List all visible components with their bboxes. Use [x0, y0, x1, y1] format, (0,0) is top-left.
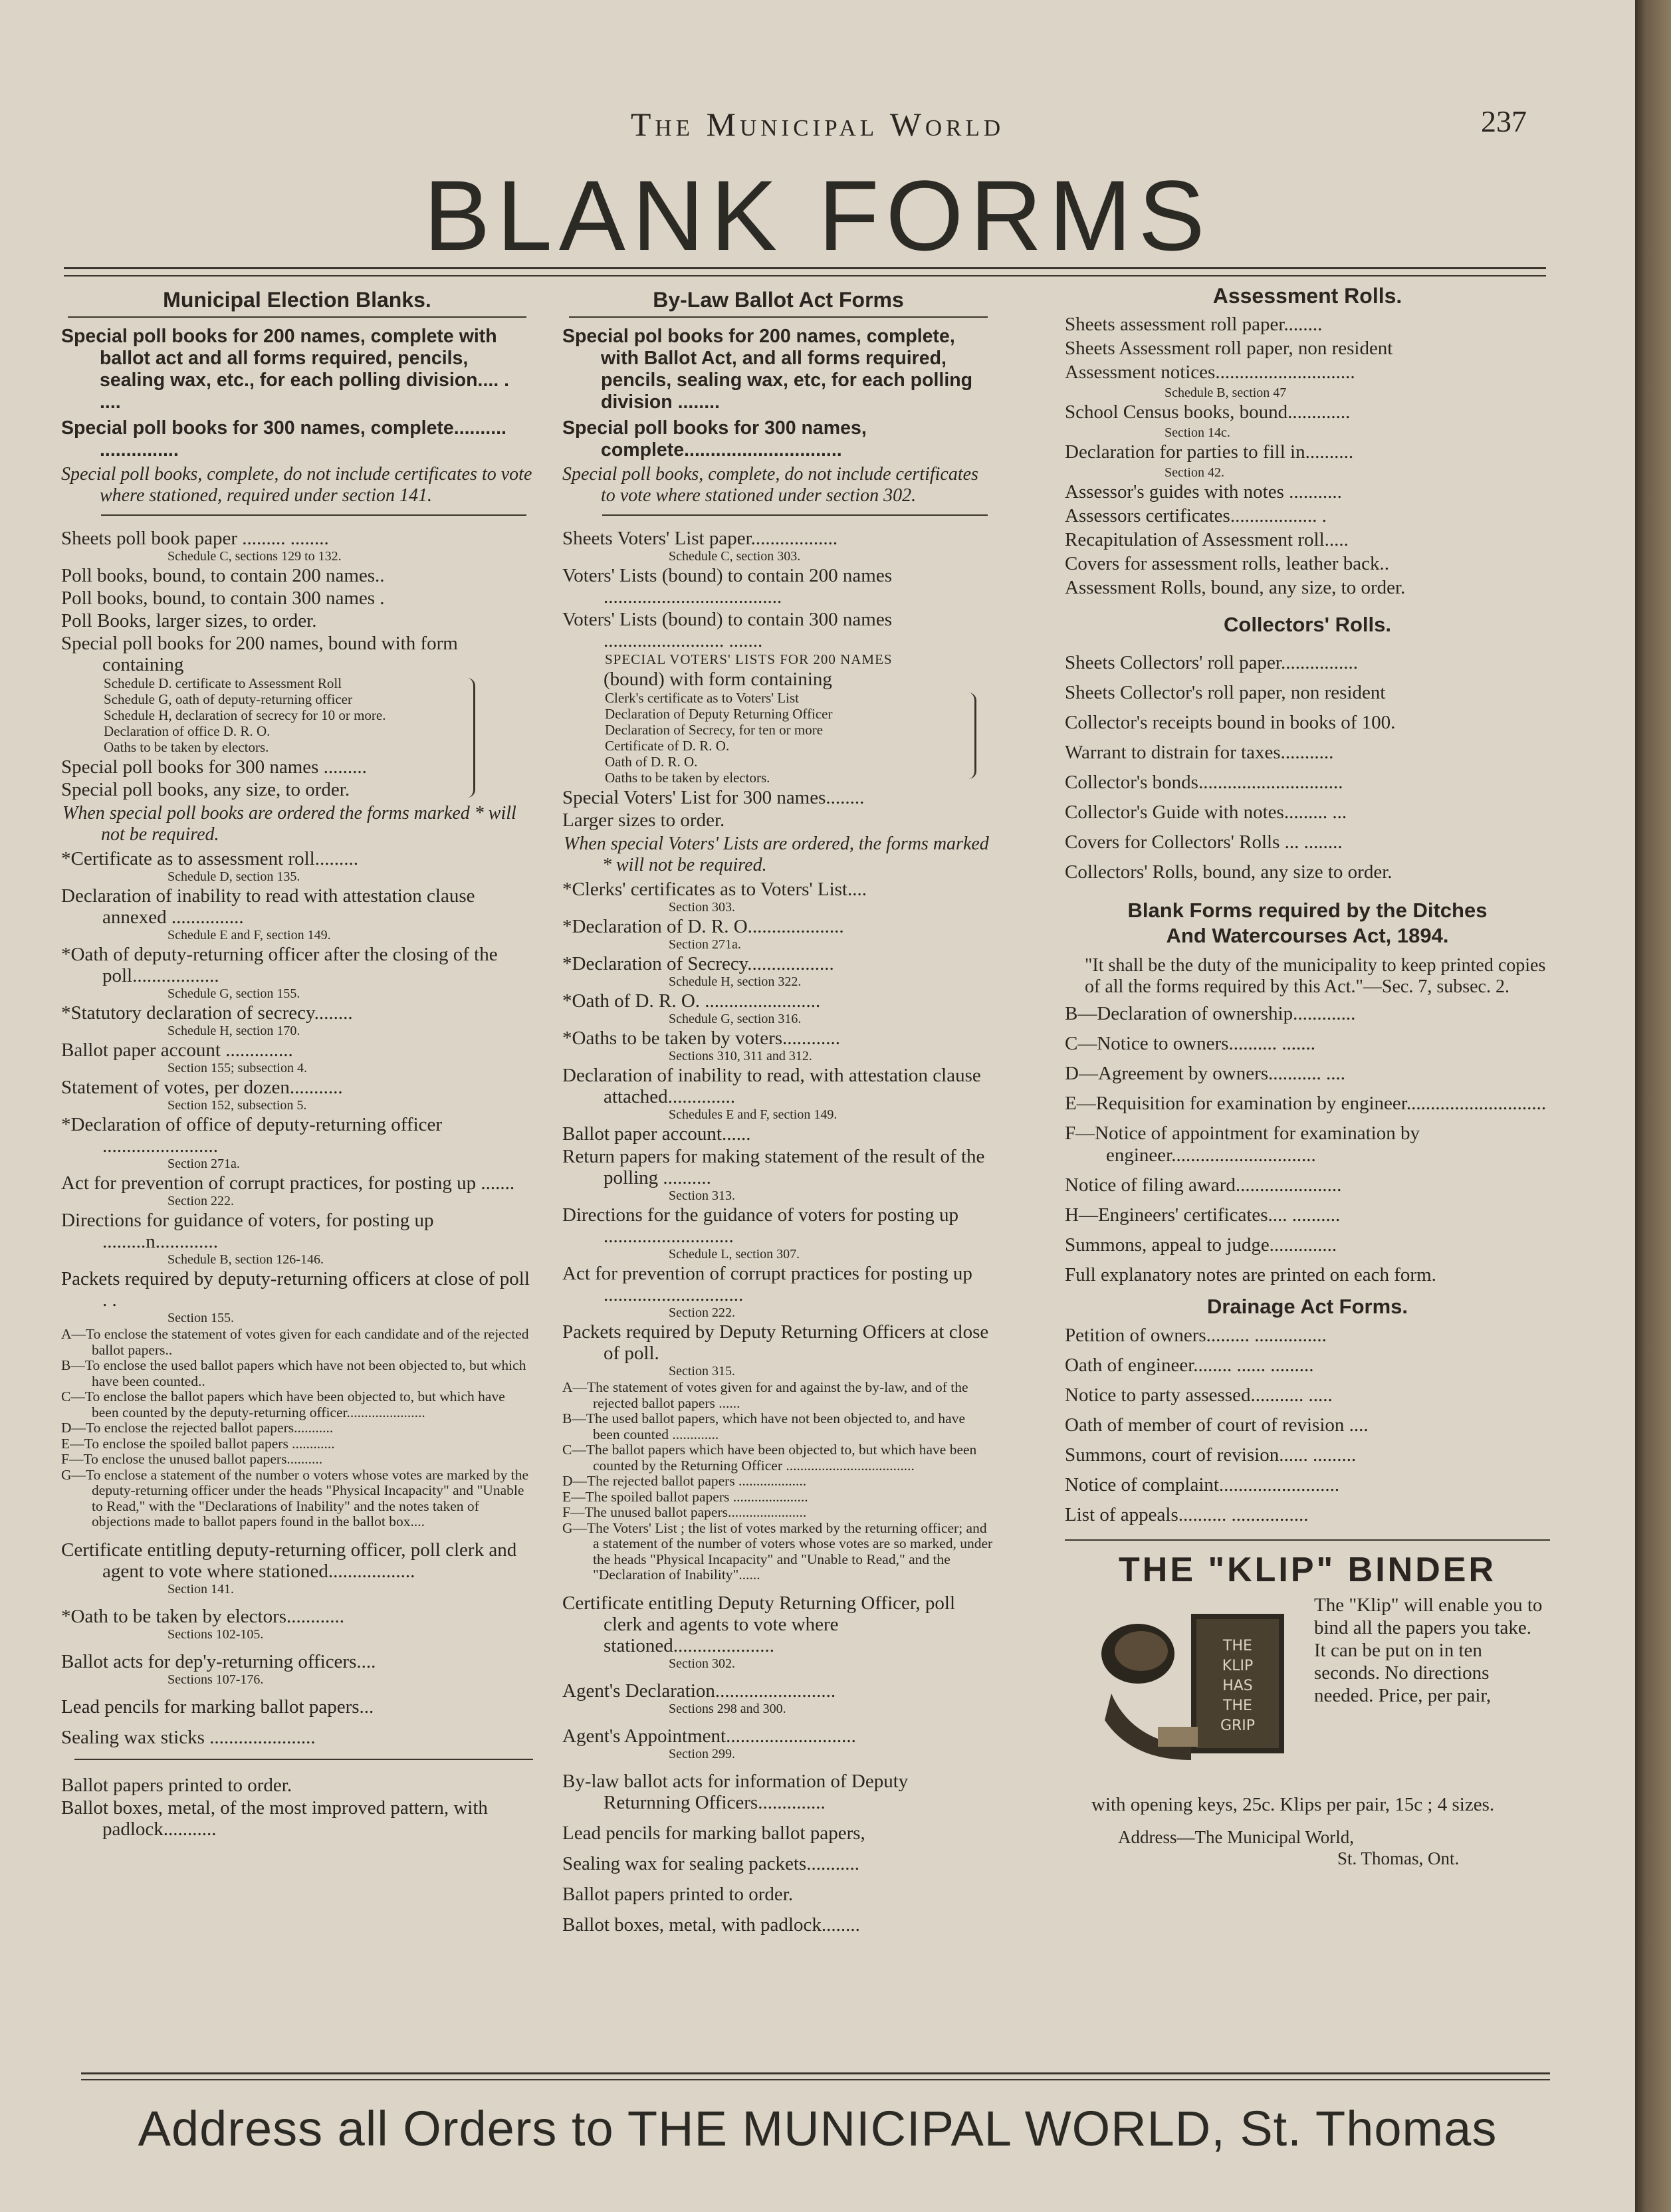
column-title: Municipal Election Blanks. [163, 288, 431, 312]
header-rule [64, 267, 1546, 269]
form-item: Sealing wax sticks ...................... [61, 1726, 316, 1748]
schedule-item: Declaration of office D. R. O. [104, 723, 271, 739]
ditches-item: Notice of filing award...................... [1065, 1174, 1342, 1196]
section-reference: Section 302. [669, 1656, 735, 1671]
italic-note: When special poll books are ordered the forms marked * will not be required. [62, 803, 516, 845]
ditches-item: Summons, appeal to judge.............. [1065, 1234, 1337, 1256]
form-item: Ballot boxes, metal, with padlock........ [562, 1914, 860, 1936]
collector-item: Sheets Collector's roll paper, non resident [1065, 682, 1386, 703]
bracket [968, 693, 976, 779]
collector-item: Covers for Collectors' Rolls ... ........ [1065, 831, 1343, 853]
form-item: *Oath of deputy-returning officer after the closing of the poll.................. [61, 944, 498, 986]
section-reference: Schedule G, section 155. [167, 986, 300, 1001]
binding-edge [1635, 0, 1671, 2212]
form-item: Act for prevention of corrupt practices, for posting up ....... [61, 1172, 515, 1194]
packet-item: F—To enclose the unused ballot papers.......... [61, 1451, 323, 1467]
drainage-item: Oath of member of court of revision .... [1065, 1414, 1369, 1436]
form-item: *Oath to be taken by electors............ [61, 1605, 345, 1627]
section-reference: Section 155; subsection 4. [167, 1061, 307, 1075]
klip-image-label: THE [1223, 1638, 1252, 1654]
form-item: Special poll books for 200 names, bound with form containing [61, 633, 458, 675]
form-item: Sheets assessment roll paper........ [1065, 314, 1323, 335]
packet-item: D—To enclose the rejected ballot papers........... [61, 1420, 334, 1436]
packet-item: A—To enclose the statement of votes given for each candidate and of the rejected ballot papers.. [61, 1326, 529, 1358]
collector-item: Collector's bonds.............................. [1065, 772, 1343, 793]
form-item: Certificate entitling deputy-returning officer, poll clerk and agent to vote where stationed.................. [61, 1539, 517, 1582]
form-item: Sheets Assessment roll paper, non resident [1065, 338, 1393, 359]
bold-item: Special poll books for 300 names, complete.............................. [562, 417, 867, 461]
form-item: Certificate entitling Deputy Returning Officer, poll clerk and agents to vote where stationed..................... [562, 1592, 956, 1656]
ditches-item: E—Requisition for examination by engineer............................. [1065, 1093, 1547, 1114]
section-reference: Schedule B, section 126-146. [167, 1252, 324, 1267]
collector-item: Collector's Guide with notes......... ... [1065, 802, 1347, 823]
drainage-item: Oath of engineer........ ...... ......... [1065, 1355, 1314, 1376]
section-reference: Section 152, subsection 5. [167, 1098, 307, 1113]
klip-rule [1065, 1539, 1550, 1541]
drainage-item: Summons, court of revision...... ......... [1065, 1444, 1357, 1466]
form-item: Ballot papers printed to order. [61, 1774, 292, 1796]
form-item: Special poll books for 300 names ......... [61, 756, 367, 778]
form-item: Declaration for parties to fill in.......... [1065, 441, 1354, 463]
bound-with: (bound) with form containing [604, 669, 832, 690]
form-item: Ballot paper account...... [562, 1123, 751, 1145]
bold-item: Special pol books for 200 names, complete, with Ballot Act, and all forms required, pencils, sealing wax, etc, for each polling division ........ [562, 326, 973, 413]
form-item: Recapitulation of Assessment roll..... [1065, 529, 1349, 550]
section-reference: Schedule E and F, section 149. [167, 928, 331, 942]
form-item: Ballot paper account .............. [61, 1040, 293, 1061]
section-reference: Sections 107-176. [167, 1672, 264, 1687]
column-title-rule [68, 316, 526, 318]
form-item: Packets required by Deputy Returning Officers at close of poll. [562, 1321, 989, 1364]
section-rule [101, 514, 526, 516]
form-item: Special poll books, any size, to order. [61, 779, 350, 800]
section-reference: Section 141. [167, 1581, 234, 1597]
form-item: *Oath of D. R. O. ........................ [562, 990, 821, 1012]
section-rule [74, 1759, 533, 1760]
klip-image-label: HAS [1222, 1678, 1253, 1694]
ditches-item: D—Agreement by owners........... .... [1065, 1063, 1346, 1084]
italic-note: When special Voters' Lists are ordered, the forms marked * will not be required. [564, 833, 989, 875]
packet-item: D—The rejected ballot papers ................... [562, 1473, 807, 1489]
bold-item: Special poll books for 300 names, complete.......... ............... [61, 417, 506, 461]
schedule-item: Oaths to be taken by electors. [605, 770, 770, 786]
schedule-item: Declaration of Secrecy, for ten or more [605, 722, 824, 738]
footer-rule [81, 2072, 1550, 2074]
form-item: Ballot boxes, metal, of the most improved pattern, with padlock........... [61, 1797, 488, 1840]
packet-item: C—To enclose the ballot papers which have been objected to, but which have been counted by the deputy-returning officer...................... [61, 1388, 505, 1420]
form-item: Sealing wax for sealing packets........... [562, 1852, 859, 1874]
form-item: Lead pencils for marking ballot papers... [61, 1696, 374, 1717]
section-reference: Sections 310, 311 and 312. [669, 1049, 812, 1063]
drainage-item: List of appeals.......... ................ [1065, 1504, 1309, 1525]
column-bylaw-ballot [562, 282, 994, 1936]
collector-item: Sheets Collectors' roll paper................ [1065, 652, 1358, 673]
section-reference: Section 222. [167, 1194, 234, 1208]
klip-body-text: The "Klip" will enable you to bind all the papers you take. It can be put on in ten seconds. No directions needed. Price, per pair, [1314, 1595, 1543, 1706]
form-item: *Statutory declaration of secrecy........ [61, 1002, 353, 1024]
form-item: Packets required by deputy-returning officers at close of poll . . [61, 1268, 530, 1311]
packet-item: B—To enclose the used ballot papers which have not been objected to, but which have been counted.. [61, 1357, 526, 1389]
schedule-item: Certificate of D. R. O. [605, 738, 730, 754]
ditches-title: Blank Forms required by the Ditches [1127, 899, 1488, 922]
section-reference: Section 315. [669, 1364, 735, 1379]
form-item: Assessment notices............................. [1065, 362, 1355, 383]
section-reference: Schedule B, section 47 [1165, 386, 1287, 400]
form-item: Agent's Appointment........................... [562, 1725, 856, 1747]
column-municipal-election [61, 282, 533, 1840]
ditches-quote: "It shall be the duty of the municipality to keep printed copies of all the forms required by this Act."—Sec. 7, subsec. 2. [1085, 955, 1546, 997]
page-number: 237 [1481, 104, 1527, 138]
form-item: *Oaths to be taken by voters............ [562, 1028, 841, 1049]
bold-item: Special poll books for 200 names, complete with ballot act and all forms required, pencils, sealing wax, etc., for each polling division.... . .... [61, 326, 510, 413]
collector-item: Warrant to distrain for taxes........... [1065, 742, 1334, 763]
section-rule [602, 514, 988, 516]
klip-price-text: with opening keys, 25c. Klips per pair, 15c ; 4 sizes. [1091, 1794, 1495, 1815]
form-item: Poll books, bound, to contain 300 names . [61, 588, 385, 609]
schedule-item: Clerk's certificate as to Voters' List [605, 690, 799, 706]
column-assessment [1065, 282, 1550, 1869]
klip-address-city: St. Thomas, Ont. [1337, 1848, 1460, 1868]
ditches-item: B—Declaration of ownership............. [1065, 1003, 1356, 1024]
schedule-item: Declaration of Deputy Returning Officer [605, 706, 833, 722]
section-reference: Section 313. [669, 1188, 735, 1203]
form-item: By-law ballot acts for information of Deputy Returnning Officers.............. [562, 1770, 909, 1813]
form-item: Declaration of inability to read, with attestation clause attached.............. [562, 1065, 981, 1107]
italic-note: Special poll books, complete, do not include certificates to vote where stationed under section 302. [562, 464, 978, 506]
form-item: Act for prevention of corrupt practices for posting up ............................. [562, 1263, 972, 1305]
section-reference: Section 42. [1165, 465, 1224, 480]
column-title: By-Law Ballot Act Forms [653, 288, 904, 312]
schedule-list [61, 675, 533, 755]
section-reference: Schedule H, section 170. [167, 1024, 300, 1038]
form-item: Voters' Lists (bound) to contain 200 names ..................................... [562, 565, 893, 608]
form-item: Lead pencils for marking ballot papers, [562, 1822, 865, 1844]
form-item: *Declaration of office of deputy-returning officer ........................ [61, 1114, 443, 1157]
italic-note: Special poll books, complete, do not include certificates to vote where stationed, required under section 141. [61, 464, 532, 506]
drainage-item: Notice to party assessed........... ..... [1065, 1384, 1333, 1406]
section-reference: Section 271a. [669, 937, 741, 952]
form-item: Directions for guidance of voters, for posting up .........n............. [61, 1210, 434, 1252]
collector-item: Collector's receipts bound in books of 100. [1065, 712, 1396, 733]
klip-image-label: GRIP [1220, 1717, 1256, 1734]
drainage-item: Petition of owners......... ............... [1065, 1325, 1327, 1346]
section-reference: Section 155. [167, 1311, 234, 1325]
drainage-item: Notice of complaint......................... [1065, 1474, 1340, 1495]
ditches-title-line2: And Watercourses Act, 1894. [1166, 924, 1449, 947]
schedule-item: Oaths to be taken by electors. [104, 739, 269, 755]
special-lists-caption: SPECIAL VOTERS' LISTS FOR 200 NAMES [605, 651, 893, 667]
packet-item: E—To enclose the spoiled ballot papers ............ [61, 1435, 335, 1452]
running-head: The Municipal World [630, 106, 1005, 143]
form-item: School Census books, bound............. [1065, 401, 1351, 423]
packet-item: A—The statement of votes given for and against the by-law, and of the rejected ballot papers ...... [562, 1379, 968, 1411]
form-item: Sheets poll book paper ......... ........ [61, 528, 329, 549]
form-item: *Certificate as to assessment roll......... [61, 848, 358, 869]
packet-item: G—To enclose a statement of the number o voters whose votes are marked by the deputy-returning officer under the heads "Physical Incapacity" and "Unable to Read," with the "Declarations of Inability" and the notes taken of objections made to ballot papers found in the ballot box.... [61, 1466, 529, 1529]
drainage-title: Drainage Act Forms. [1206, 1295, 1408, 1318]
form-item: *Declaration of D. R. O.................... [562, 916, 844, 937]
header-rule-inner [64, 275, 1546, 276]
section-reference: Schedule G, section 316. [669, 1012, 802, 1026]
klip-address: Address—The Municipal World, [1118, 1827, 1355, 1847]
footer-address: Address all Orders to THE MUNICIPAL WORLD, St. Thomas [138, 2101, 1498, 2156]
column-title-rule [569, 316, 988, 318]
form-item: Agent's Declaration......................... [562, 1680, 836, 1702]
form-item: Ballot papers printed to order. [562, 1883, 794, 1905]
form-item: Statement of votes, per dozen........... [61, 1077, 343, 1098]
klip-title: THE "KLIP" BINDER [1119, 1551, 1496, 1589]
form-item: Assessors certificates.................. . [1065, 505, 1327, 526]
section-reference: Section 222. [669, 1305, 735, 1320]
section-reference: Section 271a. [167, 1157, 240, 1171]
section-reference: Schedules E and F, section 149. [669, 1107, 837, 1122]
packet-item: F—The unused ballot papers...................... [562, 1504, 807, 1520]
klip-binder-illustration [1091, 1601, 1291, 1767]
form-item: Larger sizes to order. [562, 810, 725, 831]
form-item: Covers for assessment rolls, leather back.. [1065, 553, 1390, 574]
form-item: Declaration of inability to read with attestation clause annexed ............... [61, 885, 475, 928]
form-item: Directions for the guidance of voters for posting up ........................... [562, 1204, 958, 1247]
section-reference: Sections 102-105. [167, 1626, 264, 1642]
form-item: *Clerks' certificates as to Voters' List.... [562, 879, 867, 900]
klip-advert [1065, 1594, 1550, 1807]
section-reference: Section 14c. [1165, 425, 1230, 440]
section-reference: Schedule C, sections 129 to 132. [167, 549, 342, 564]
form-item: Sheets Voters' List paper.................. [562, 528, 838, 549]
schedule-item: Schedule H, declaration of secrecy for 10 or more. [104, 707, 386, 723]
form-item: Assessor's guides with notes ........... [1065, 481, 1342, 502]
section-reference: Section 303. [669, 900, 735, 915]
column-title: Assessment Rolls. [1212, 284, 1402, 308]
schedule-item: Oath of D. R. O. [605, 754, 698, 770]
form-item: Ballot acts for dep'y-returning officers.... [61, 1650, 376, 1672]
section-reference: Section 299. [669, 1746, 735, 1761]
ditches-item: F—Notice of appointment for examination by engineer.............................. [1065, 1123, 1420, 1166]
section-reference: Schedule H, section 322. [669, 974, 802, 989]
klip-image-label: THE [1223, 1698, 1252, 1714]
form-item: Return papers for making statement of the result of the polling .......... [562, 1146, 985, 1188]
packet-item: B—The used ballot papers, which have not been objected to, and have been counted ............. [562, 1410, 965, 1442]
footer-rule-inner [81, 2079, 1550, 2080]
schedule-item: Schedule D. certificate to Assessment Roll [104, 675, 342, 691]
schedule-list [562, 690, 994, 786]
collector-item: Collectors' Rolls, bound, any size to order. [1065, 861, 1392, 883]
ditches-item: Full explanatory notes are printed on each form. [1065, 1264, 1436, 1285]
bracket [467, 678, 475, 798]
schedule-item: Schedule G, oath of deputy-returning officer [104, 691, 352, 707]
ditches-item: C—Notice to owners.......... ....... [1065, 1033, 1315, 1054]
form-item: *Declaration of Secrecy.................. [562, 953, 834, 974]
packet-item: G—The Voters' List ; the list of votes marked by the returning officer; and a statement of the number of voters whose votes are so marked, under the heads "Physical Incapacity" and "Unable to Read," and the "Declaration of Inability"...... [562, 1519, 993, 1583]
packet-item: C—The ballot papers which have been objected to, but which have been counted by the Returning Officer .................................... [562, 1442, 977, 1474]
form-item: Voters' Lists (bound) to contain 300 names ......................... ....... [562, 609, 893, 651]
section-reference: Sections 298 and 300. [669, 1701, 786, 1716]
section-reference: Schedule D, section 135. [167, 869, 300, 884]
packet-item: E—The spoiled ballot papers ..................... [562, 1488, 808, 1505]
form-item: Special Voters' List for 300 names........ [562, 787, 865, 808]
section-reference: Schedule C, section 303. [669, 549, 801, 564]
ditches-item: H—Engineers' certificates.... .......... [1065, 1204, 1341, 1226]
form-item: Poll books, bound, to contain 200 names.. [61, 565, 385, 586]
klip-image-label: KLIP [1222, 1658, 1254, 1674]
collectors-title: Collectors' Rolls. [1224, 613, 1391, 636]
section-reference: Schedule L, section 307. [669, 1247, 800, 1262]
form-item: Poll Books, larger sizes, to order. [61, 610, 317, 631]
masthead-title: BLANK FORMS [423, 160, 1212, 271]
form-item: Assessment Rolls, bound, any size, to order. [1065, 577, 1406, 598]
